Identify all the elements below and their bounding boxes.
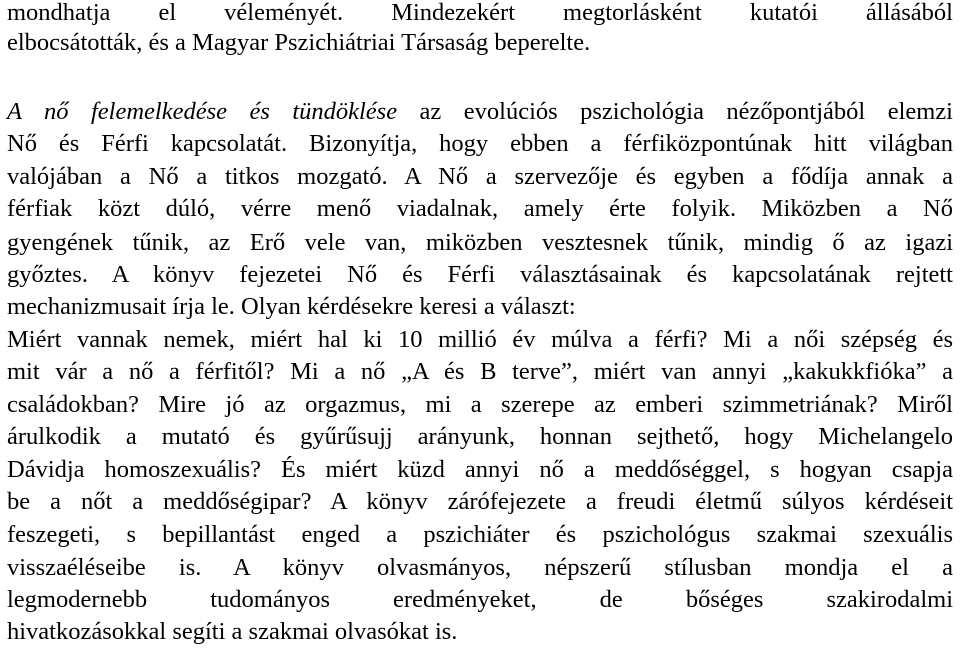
text-line: legmodernebb tudományos eredményeket, de bőséges szakirodalmi [7,586,953,613]
text-line: gyengének tűnik, az Erő vele van, miközben vesztesnek tűnik, mindig ő az igazi [7,229,953,256]
text-line: be a nőt a meddőségipar? A könyv zárófejezete a freudi életmű súlyos kérdéseit [7,488,953,515]
text-span: az evolúciós pszichológia nézőpontjából elemzi [397,98,953,125]
text-line: visszaéléseibe is. A könyv olvasmányos, népszerű stílusban mondja el a [7,554,953,581]
text-line: mondhatja el véleményét. Mindezekért megtorlásként kutatói állásából [7,0,953,26]
text-line: feszegeti, s bepillantást enged a pszichiáter és pszichológus szakmai szexuális [7,521,953,548]
text-line: árulkodik a mutató és gyűrűsujj arányunk, honnan sejthető, hogy Michelangelo [7,423,953,450]
text-line-with-title [7,96,953,128]
book-title: A nő felemelkedése és tündöklése [7,98,398,125]
text-line: Dávidja homoszexuális? És miért küzd annyi nő a meddőséggel, s hogyan csapja [7,456,953,483]
text-line: elbocsátották, és a Magyar Pszichiátriai Társaság beperelte. [7,29,591,56]
text-line: hivatkozásokkal segíti a szakmai olvasókat is. [7,618,458,645]
text-line: Nő és Férfi kapcsolatát. Bizonyítja, hogy ebben a férfiközpontúnak hitt világban [7,130,953,157]
text-line: családokban? Mire jó az orgazmus, mi a szerepe az emberi szimmetriának? Miről [7,391,953,418]
text-line: férfiak közt dúló, vérre menő viadalnak, amely érte folyik. Miközben a Nő [7,195,953,222]
text-line: mechanizmusait írja le. Olyan kérdésekre keresi a választ: [7,293,576,320]
text-line: mit vár a nő a férfitől? Mi a nő „A és B terve”, miért van annyi „kakukkfióka” a [7,358,953,385]
text-line: valójában a Nő a titkos mozgató. A Nő a szervezője és egyben a fődíja annak a [7,163,953,190]
text-line: győztes. A könyv fejezetei Nő és Férfi választásainak és kapcsolatának rejtett [7,261,953,288]
text-line: Miért vannak nemek, miért hal ki 10 millió év múlva a férfi? Mi a női szépség és [7,326,953,353]
